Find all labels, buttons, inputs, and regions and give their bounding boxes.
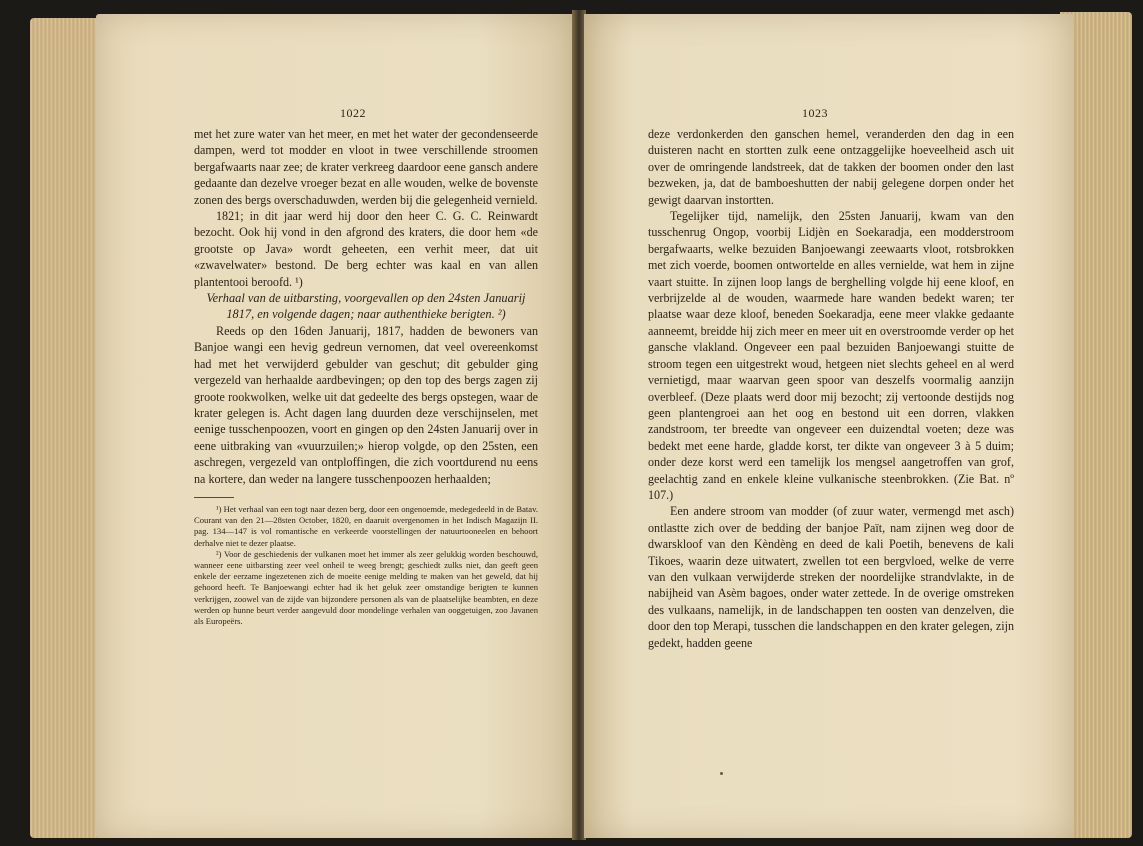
left-page xyxy=(96,14,574,838)
footnote-rule xyxy=(194,497,234,498)
footnote: ¹) Het verhaal van een togt naar dezen berg, door een ongenoemde, medegedeeld in de Batav. Courant van den 21—28sten October, 1820, en daaruit overgenomen in het Indisch Magazijn II. pag. 134—147 is vol romantische en verkeerde voorstellingen der natuurtooneelen en behoort derhalve niet te dezer plaatse. xyxy=(194,503,538,548)
section-heading: Verhaal van de uitbarsting, voorgevallen op den 24sten Januarij 1817, en volgende dagen; naar authenthieke berigten. ²) xyxy=(206,291,526,322)
paragraph: Tegelijker tijd, namelijk, den 25sten Januarij, kwam van den tusschenrug Ongop, voorbij Lidjèn en Soekaradja, een modderstroom bergafwaarts, welke bezuiden Banjoewangi zeewaarts vloot, rotsbrokken met zich voerde, boomen ontwortelde en alles vernielde, wat hem in zijne vaart stuitte. In zijnen loop langs de berghelling volgde hij eene kloof, en verbrijzelde al de wouden, waarmede hare wanden bedekt waren; ter plaatse waar deze kloof, beneden Soekaradja, eene meer vlakke gedaante aanneemt, breidde hij zich meer en meer uit en overstroomde verder op het gansche vlakland. Ongeveer een paal bezuiden Banjoewangi stuitte de stroom tegen een uitgestrekt woud, hetgeen niet slechts geheel en al werd vernietigd, maar waarvan geen spoor van deszelfs voormalig aanzijn overbleef. (Deze plaats werd door mij bezocht; zij vertoonde destijds nog geen plantengroei aan het oog en bestond uit een dorren, vlakken zandstroom, ter breedte van ongeveer een duizendtal voeten; deze was bedekt met eene harde, gladde korst, ter dikte van ongeveer 3 à 5 duim; onder deze korst werd een tamelijk los mengsel aangetroffen van grof, geelachtig zand en enkele kleine vulkanische steenbrokken. (Zie Bat. nº 107.) xyxy=(648,209,1014,502)
left-page-body xyxy=(194,126,538,627)
right-page-body xyxy=(648,126,1014,651)
paragraph: met het zure water van het meer, en met het water der gecondenseerde dampen, werd tot modder en vloot in twee verschillende stroomen bergafwaarts naar zee; de krater verkreeg daardoor eene gansch andere gedaante dan dezelve vroeger bezat en alle wouden, welke de bovenste zonen des bergs overschaduwden, werden bij die gelegenheid vernield. xyxy=(194,127,538,207)
paragraph: Reeds op den 16den Januarij, 1817, hadden de bewoners van Banjoe wangi een hevig gedreun vernomen, dat veel overeenkomst had met het verwijderd gebulder van geschut; dit gebulder ging vergezeld van herhaalde aardbevingen; op den top des bergs zagen zij groote rookwolken, welke uit dat gedeelte des bergs opstegen, waar de krater gelegen is. Acht dagen lang duurden deze verschijnselen, met eenige tusschenpoozen, voort en gingen op den 24sten Januarij over in eene uitbraking van «vuurzuilen;» hierop volgde, op den 25sten, een aschregen, vergezeld van ontploffingen, die zich voortdurend nu eens na kortere, dan weder na langere tusschenpoozen herhaalden; xyxy=(194,323,538,486)
footnote: ²) Voor de geschiedenis der vulkanen moet het immer als zeer gelukkig worden beschouwd, wanneer eene uitbarsting zeer veel onheil te weeg brengt; geschiedt zulks niet, dan geeft geen enkele der eerzame ingezetenen zich de moeite eenige melding te maken van het geweld, dat hij gehoord heeft. Te Banjoewangi echter had ik het geluk zeer omstandige berigten te kunnen verkrijgen, zoowel van de zijde van bijzondere personen als van de plaatselijke beambten, en deze werden op hunne beurt verder aangevuld door mondelinge verhalen van ooggetuigen, zoo Javanen als Europeërs. xyxy=(194,548,538,626)
paragraph: 1821; in dit jaar werd hij door den heer C. G. C. Reinwardt bezocht. Ook hij vond in den afgrond des kraters, die door hem «de grootste op Java» wordt geheeten, een verhit meer, dat uit «zwavelwater» bestond. De berg echter was kaal en van allen plantentooi beroofd. ¹) xyxy=(194,209,538,289)
page-number-left: 1022 xyxy=(340,106,366,120)
paragraph: Een andere stroom van modder (of zuur water, vermengd met asch) ontlastte zich over de bedding der banjoe Paït, nam zijnen weg door de dwarskloof van den Kèndèng en deed de kali Poetih, benevens de kali Tikoes, waarin deze uitwatert, zwellen tot een bergvloed, welke de verre van den vulkaan verwijderde streken der noordelijke strandvlakte, in de nabijheid van Asèm bagoes, onder water zettede. In de overige omstreken des vulkaans, namelijk, in de landschappen ten oosten van denzelven, die door den top Merapi, tusschen die landschappen en den krater gelegen, zijn gedekt, hadden geene xyxy=(648,504,1014,650)
paragraph: deze verdonkerden den ganschen hemel, veranderden den dag in een duisteren nacht en stortten zulk eene ontzaggelijke hoeveelheid asch uit over de omringende landstreek, dat de takken der boomen onder den last bezweken, ja, dat de bamboeshutten der nabij gelegene dorpen onder het gewigt daarvan instortten. xyxy=(648,127,1014,207)
right-page xyxy=(584,14,1074,838)
page-number-right: 1023 xyxy=(802,106,828,120)
paper-speck xyxy=(720,772,723,775)
footnotes xyxy=(194,504,538,627)
